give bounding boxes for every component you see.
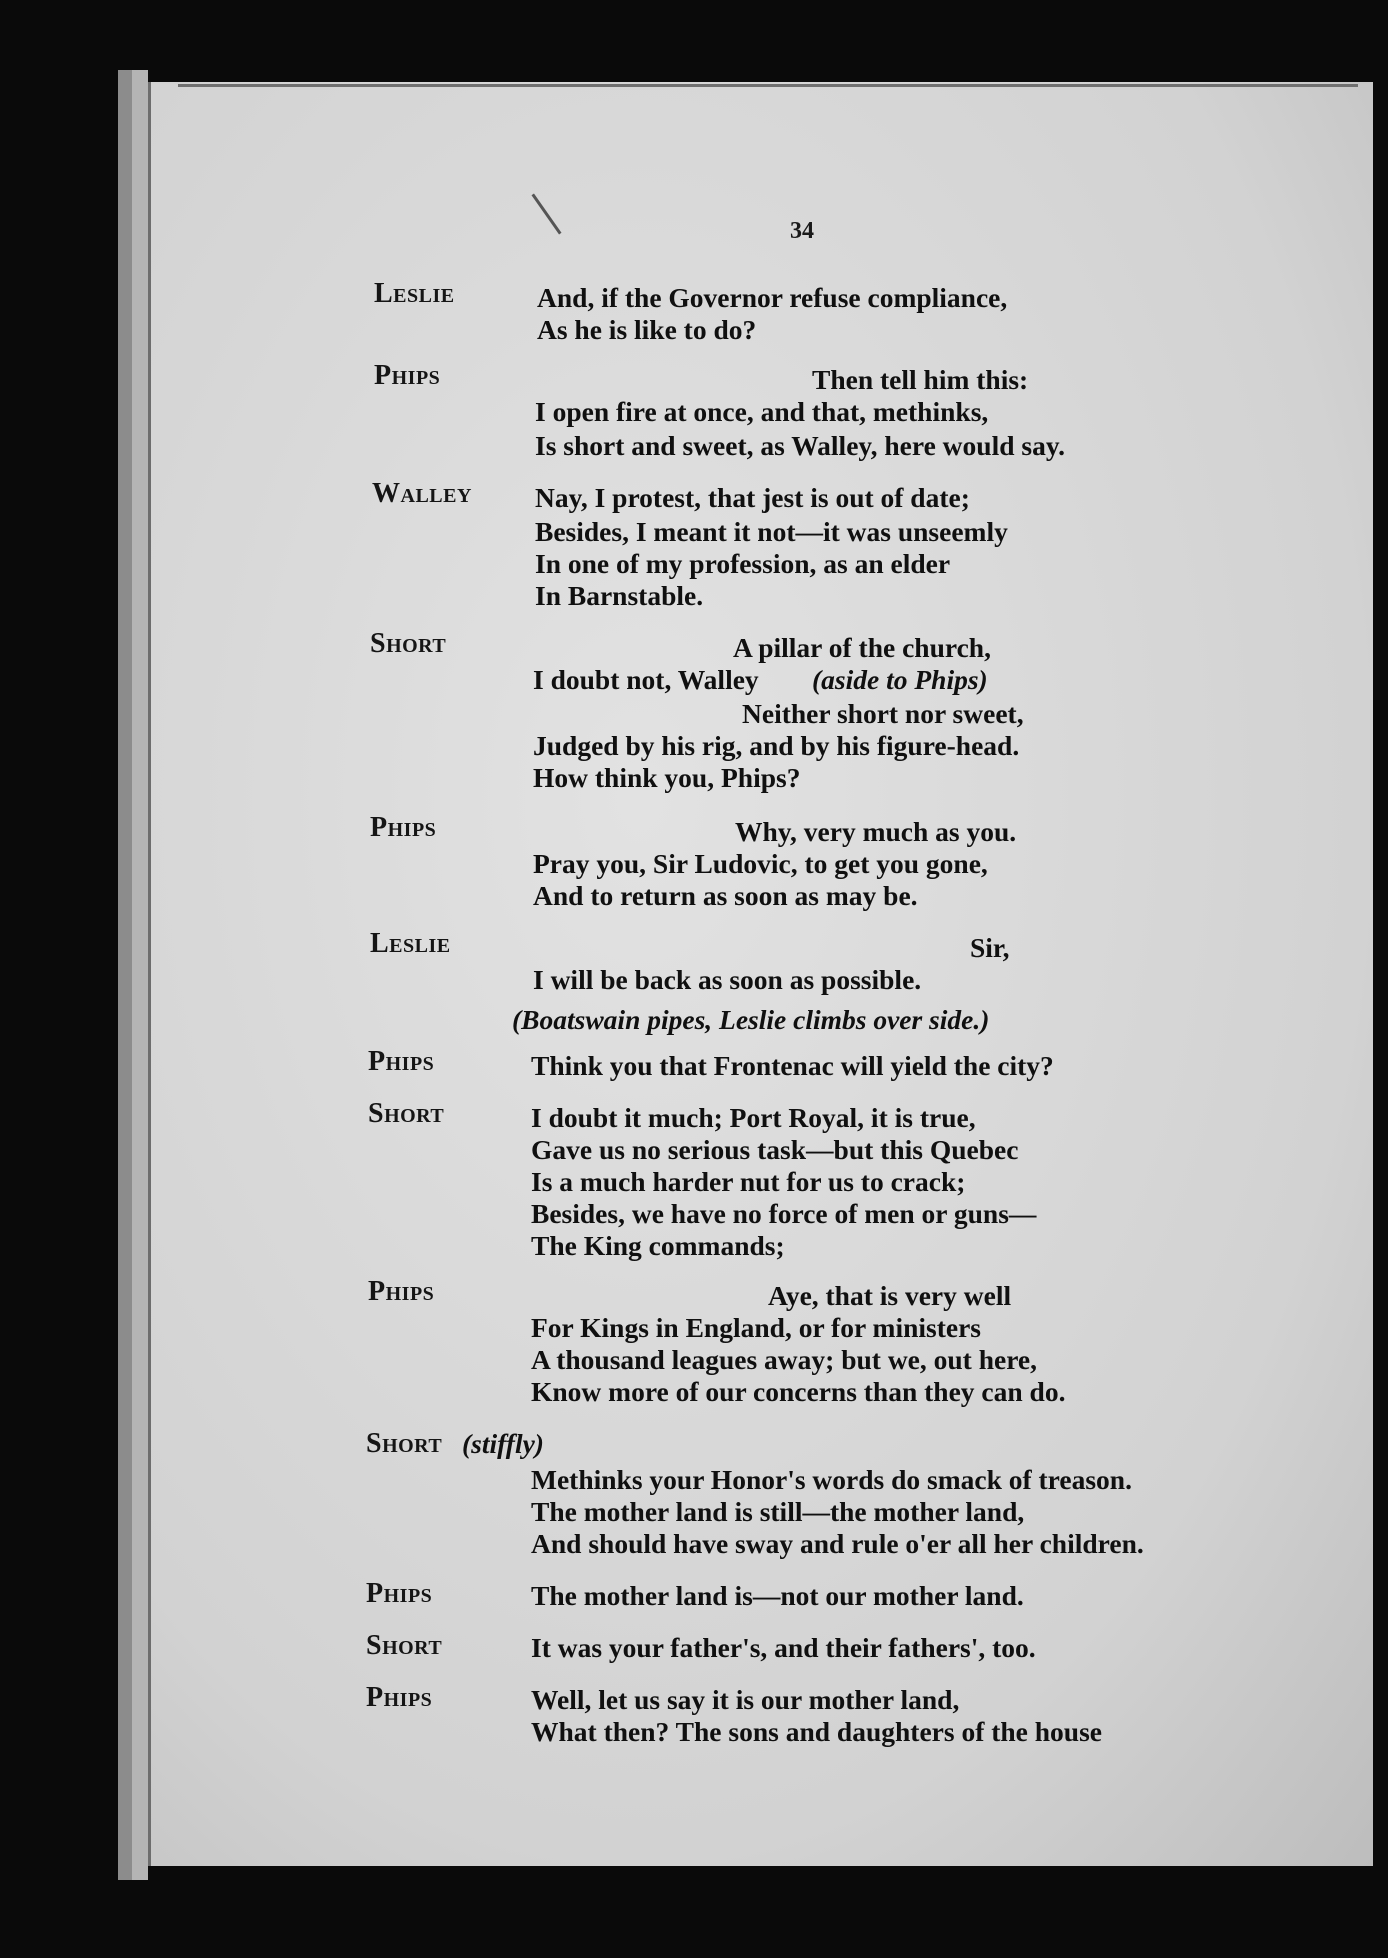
verse-line: Is short and sweet, as Walley, here would say.	[535, 430, 1065, 461]
verse-line: And should have sway and rule o'er all her children.	[531, 1528, 1144, 1559]
verse-line: What then? The sons and daughters of the house	[531, 1716, 1103, 1747]
verse-line: Well, let us say it is our mother land,	[531, 1684, 960, 1715]
verse-line: The mother land is still—the mother land,	[531, 1496, 1025, 1527]
verse-line: A thousand leagues away; but we, out here,	[531, 1344, 1037, 1375]
verse-line: The King commands;	[531, 1230, 785, 1261]
verse-line: I open fire at once, and that, methinks,	[535, 396, 989, 427]
verse-line: As he is like to do?	[537, 314, 757, 345]
verse-line: It was your father's, and their fathers', too.	[531, 1632, 1036, 1663]
speaker-label: Short	[368, 1098, 445, 1129]
speaker-label: Phips	[374, 360, 441, 391]
speaker-label: Short	[366, 1428, 443, 1459]
verse-line: Neither short nor sweet,	[742, 698, 1024, 729]
verse-line: I doubt it much; Port Royal, it is true,	[531, 1102, 976, 1133]
speaker-label: Phips	[368, 1276, 435, 1307]
speaker-label: Leslie	[374, 278, 455, 309]
speaker-label: Phips	[368, 1046, 435, 1077]
verse-line: Besides, we have no force of men or guns—	[531, 1198, 1037, 1229]
speaker-label: Phips	[366, 1578, 433, 1609]
stage-direction: (aside to Phips)	[812, 664, 988, 695]
verse-line: Nay, I protest, that jest is out of date;	[535, 482, 970, 513]
verse-line: A pillar of the church,	[733, 632, 991, 663]
page-edge	[118, 70, 132, 1880]
verse-line: Then tell him this:	[812, 364, 1029, 395]
verse-line: How think you, Phips?	[533, 762, 801, 793]
verse-line: I doubt not, Walley	[533, 664, 759, 695]
verse-line: Aye, that is very well	[768, 1280, 1012, 1311]
verse-line: Pray you, Sir Ludovic, to get you gone,	[533, 848, 988, 879]
verse-line: Gave us no serious task—but this Quebec	[531, 1134, 1019, 1165]
verse-line: Judged by his rig, and by his figure-head.	[533, 730, 1020, 761]
speaker-label: Short	[370, 628, 447, 659]
page-edge	[132, 70, 148, 1880]
stage-direction: (stiffly)	[462, 1428, 544, 1459]
verse-line: The mother land is—not our mother land.	[531, 1580, 1024, 1611]
verse-line: Sir,	[970, 932, 1010, 963]
stage-direction: (Boatswain pipes, Leslie climbs over side.)	[512, 1004, 990, 1035]
verse-line: Know more of our concerns than they can do.	[531, 1376, 1066, 1407]
speaker-label: Phips	[366, 1682, 433, 1713]
verse-line: In one of my profession, as an elder	[535, 548, 951, 579]
speaker-label: Phips	[370, 812, 437, 843]
verse-line: Besides, I meant it not—it was unseemly	[535, 516, 1008, 547]
verse-line: And, if the Governor refuse compliance,	[537, 282, 1008, 313]
verse-line: Methinks your Honor's words do smack of treason.	[531, 1464, 1132, 1495]
speaker-label: Leslie	[370, 928, 451, 959]
page-number: 34	[790, 218, 814, 244]
verse-line: Think you that Frontenac will yield the city?	[531, 1050, 1054, 1081]
speaker-label: Walley	[372, 478, 472, 509]
verse-line: And to return as soon as may be.	[533, 880, 918, 911]
verse-line: I will be back as soon as possible.	[533, 964, 922, 995]
verse-line: Is a much harder nut for us to crack;	[531, 1166, 966, 1197]
verse-line: For Kings in England, or for ministers	[531, 1312, 981, 1343]
speaker-label: Short	[366, 1630, 443, 1661]
verse-line: In Barnstable.	[535, 580, 704, 611]
page-top-rule	[178, 84, 1358, 87]
verse-line: Why, very much as you.	[735, 816, 1017, 847]
